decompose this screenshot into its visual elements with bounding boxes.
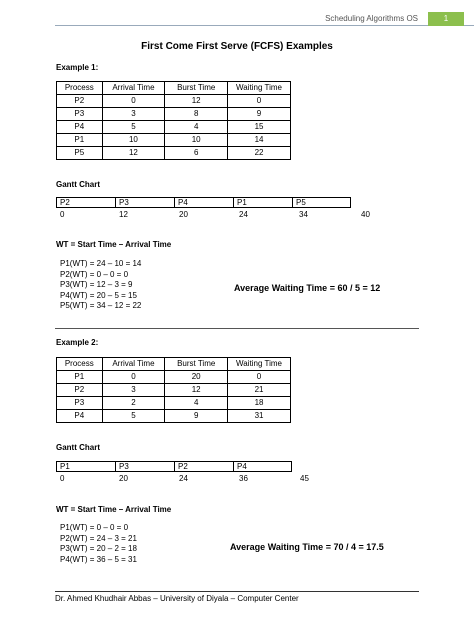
- section-divider: [55, 328, 419, 329]
- wt-formula: WT = Start Time – Arrival Time: [56, 240, 172, 249]
- average-waiting-time: Average Waiting Time = 60 / 5 = 12: [234, 283, 381, 293]
- table-cell: 5: [102, 410, 165, 423]
- gantt-tick: 20: [179, 210, 188, 219]
- wt-calculations: [60, 259, 141, 312]
- table-row: [57, 95, 291, 108]
- gantt-tick: 12: [119, 210, 128, 219]
- column-header: Waiting Time: [228, 358, 291, 371]
- wt-calc-line: P3(WT) = 20 – 2 = 18: [60, 544, 137, 553]
- wt-formula: WT = Start Time – Arrival Time: [56, 505, 172, 514]
- table-cell: 0: [228, 95, 291, 108]
- page-number: 1: [443, 14, 449, 23]
- table-header-row: [57, 82, 291, 95]
- table-cell: 0: [102, 95, 165, 108]
- gantt-tick: 34: [299, 210, 308, 219]
- table-cell: 20: [165, 371, 228, 384]
- table-cell: P3: [57, 397, 103, 410]
- wt-calc-line: P4(WT) = 20 – 5 = 15: [60, 290, 137, 300]
- gantt-segment: P4: [174, 197, 233, 208]
- table-cell: P1: [57, 134, 103, 147]
- table-cell: 10: [165, 134, 228, 147]
- wt-calc-line: P5(WT) = 34 – 12 = 22: [60, 301, 142, 310]
- table-row: [57, 108, 291, 121]
- footer-text: Dr. Ahmed Khudhair Abbas – University of Diyala – Computer Center: [55, 594, 299, 603]
- footer-rule: [55, 591, 419, 592]
- average-waiting-time: Average Waiting Time = 70 / 4 = 17.5: [230, 542, 384, 552]
- example-2-table: [56, 357, 291, 423]
- table-row: [57, 134, 291, 147]
- running-header-title: Scheduling Algorithms OS: [325, 14, 418, 23]
- gantt-segment: P2: [174, 461, 233, 472]
- table-cell: 5: [102, 121, 165, 134]
- table-cell: P4: [57, 410, 103, 423]
- example-1-table: [56, 81, 291, 160]
- table-cell: P3: [57, 108, 103, 121]
- column-header: Burst Time: [165, 358, 228, 371]
- gantt-tick: 24: [179, 474, 188, 483]
- gantt-tick: 0: [60, 474, 65, 483]
- column-header: Arrival Time: [102, 358, 165, 371]
- table-cell: 9: [165, 410, 228, 423]
- gantt-tick: 0: [60, 210, 65, 219]
- table-cell: P4: [57, 121, 103, 134]
- table-cell: 0: [102, 371, 165, 384]
- table-cell: 3: [102, 384, 165, 397]
- gantt-segment: P1: [56, 461, 115, 472]
- header-rule: [55, 25, 474, 26]
- table-cell: 12: [165, 384, 228, 397]
- example-2-label: Example 2:: [56, 338, 99, 347]
- gantt-chart-label: Gantt Chart: [56, 443, 100, 452]
- column-header: Burst Time: [165, 82, 228, 95]
- column-header: Process: [57, 82, 103, 95]
- table-cell: 8: [165, 108, 228, 121]
- gantt-chart: [56, 197, 351, 208]
- table-row: [57, 147, 291, 160]
- wt-calc-line: P3(WT) = 12 – 3 = 9: [60, 280, 133, 289]
- gantt-tick: 36: [239, 474, 248, 483]
- table-cell: P5: [57, 147, 103, 160]
- gantt-chart: [56, 461, 292, 472]
- gantt-segment: P5: [292, 197, 351, 208]
- table-cell: P2: [57, 95, 103, 108]
- table-cell: 6: [165, 147, 228, 160]
- table-cell: 12: [165, 95, 228, 108]
- table-cell: 21: [228, 384, 291, 397]
- table-cell: 4: [165, 397, 228, 410]
- table-cell: 0: [228, 371, 291, 384]
- table-cell: 14: [228, 134, 291, 147]
- gantt-segment: P3: [115, 461, 174, 472]
- table-row: [57, 371, 291, 384]
- gantt-chart-label: Gantt Chart: [56, 180, 100, 189]
- column-header: Arrival Time: [102, 82, 165, 95]
- column-header: Process: [57, 358, 103, 371]
- table-row: [57, 384, 291, 397]
- wt-calc-line: P1(WT) = 24 – 10 = 14: [60, 259, 142, 268]
- table-cell: 18: [228, 397, 291, 410]
- table-cell: P2: [57, 384, 103, 397]
- gantt-segment: P4: [233, 461, 292, 472]
- column-header: Waiting Time: [228, 82, 291, 95]
- table-row: [57, 410, 291, 423]
- table-cell: 4: [165, 121, 228, 134]
- wt-calc-line: P2(WT) = 0 – 0 = 0: [60, 269, 129, 279]
- wt-calculations: [60, 523, 137, 565]
- table-cell: 12: [102, 147, 165, 160]
- wt-calc-line: P4(WT) = 36 – 5 = 31: [60, 554, 137, 564]
- table-cell: 31: [228, 410, 291, 423]
- table-row: [57, 397, 291, 410]
- wt-calc-line: P2(WT) = 24 – 3 = 21: [60, 533, 137, 543]
- table-header-row: [57, 358, 291, 371]
- table-cell: 10: [102, 134, 165, 147]
- example-1-label: Example 1:: [56, 63, 99, 72]
- table-cell: 3: [102, 108, 165, 121]
- wt-calc-line: P1(WT) = 0 – 0 = 0: [60, 523, 129, 532]
- table-cell: 9: [228, 108, 291, 121]
- document-title: First Come First Serve (FCFS) Examples: [141, 41, 333, 52]
- gantt-segment: P2: [56, 197, 115, 208]
- gantt-tick: 40: [361, 210, 370, 219]
- table-cell: 15: [228, 121, 291, 134]
- gantt-tick: 24: [239, 210, 248, 219]
- table-cell: P1: [57, 371, 103, 384]
- table-cell: 22: [228, 147, 291, 160]
- table-cell: 2: [102, 397, 165, 410]
- gantt-tick: 45: [300, 474, 309, 483]
- gantt-tick: 20: [119, 474, 128, 483]
- gantt-segment: P1: [233, 197, 292, 208]
- table-row: [57, 121, 291, 134]
- gantt-segment: P3: [115, 197, 174, 208]
